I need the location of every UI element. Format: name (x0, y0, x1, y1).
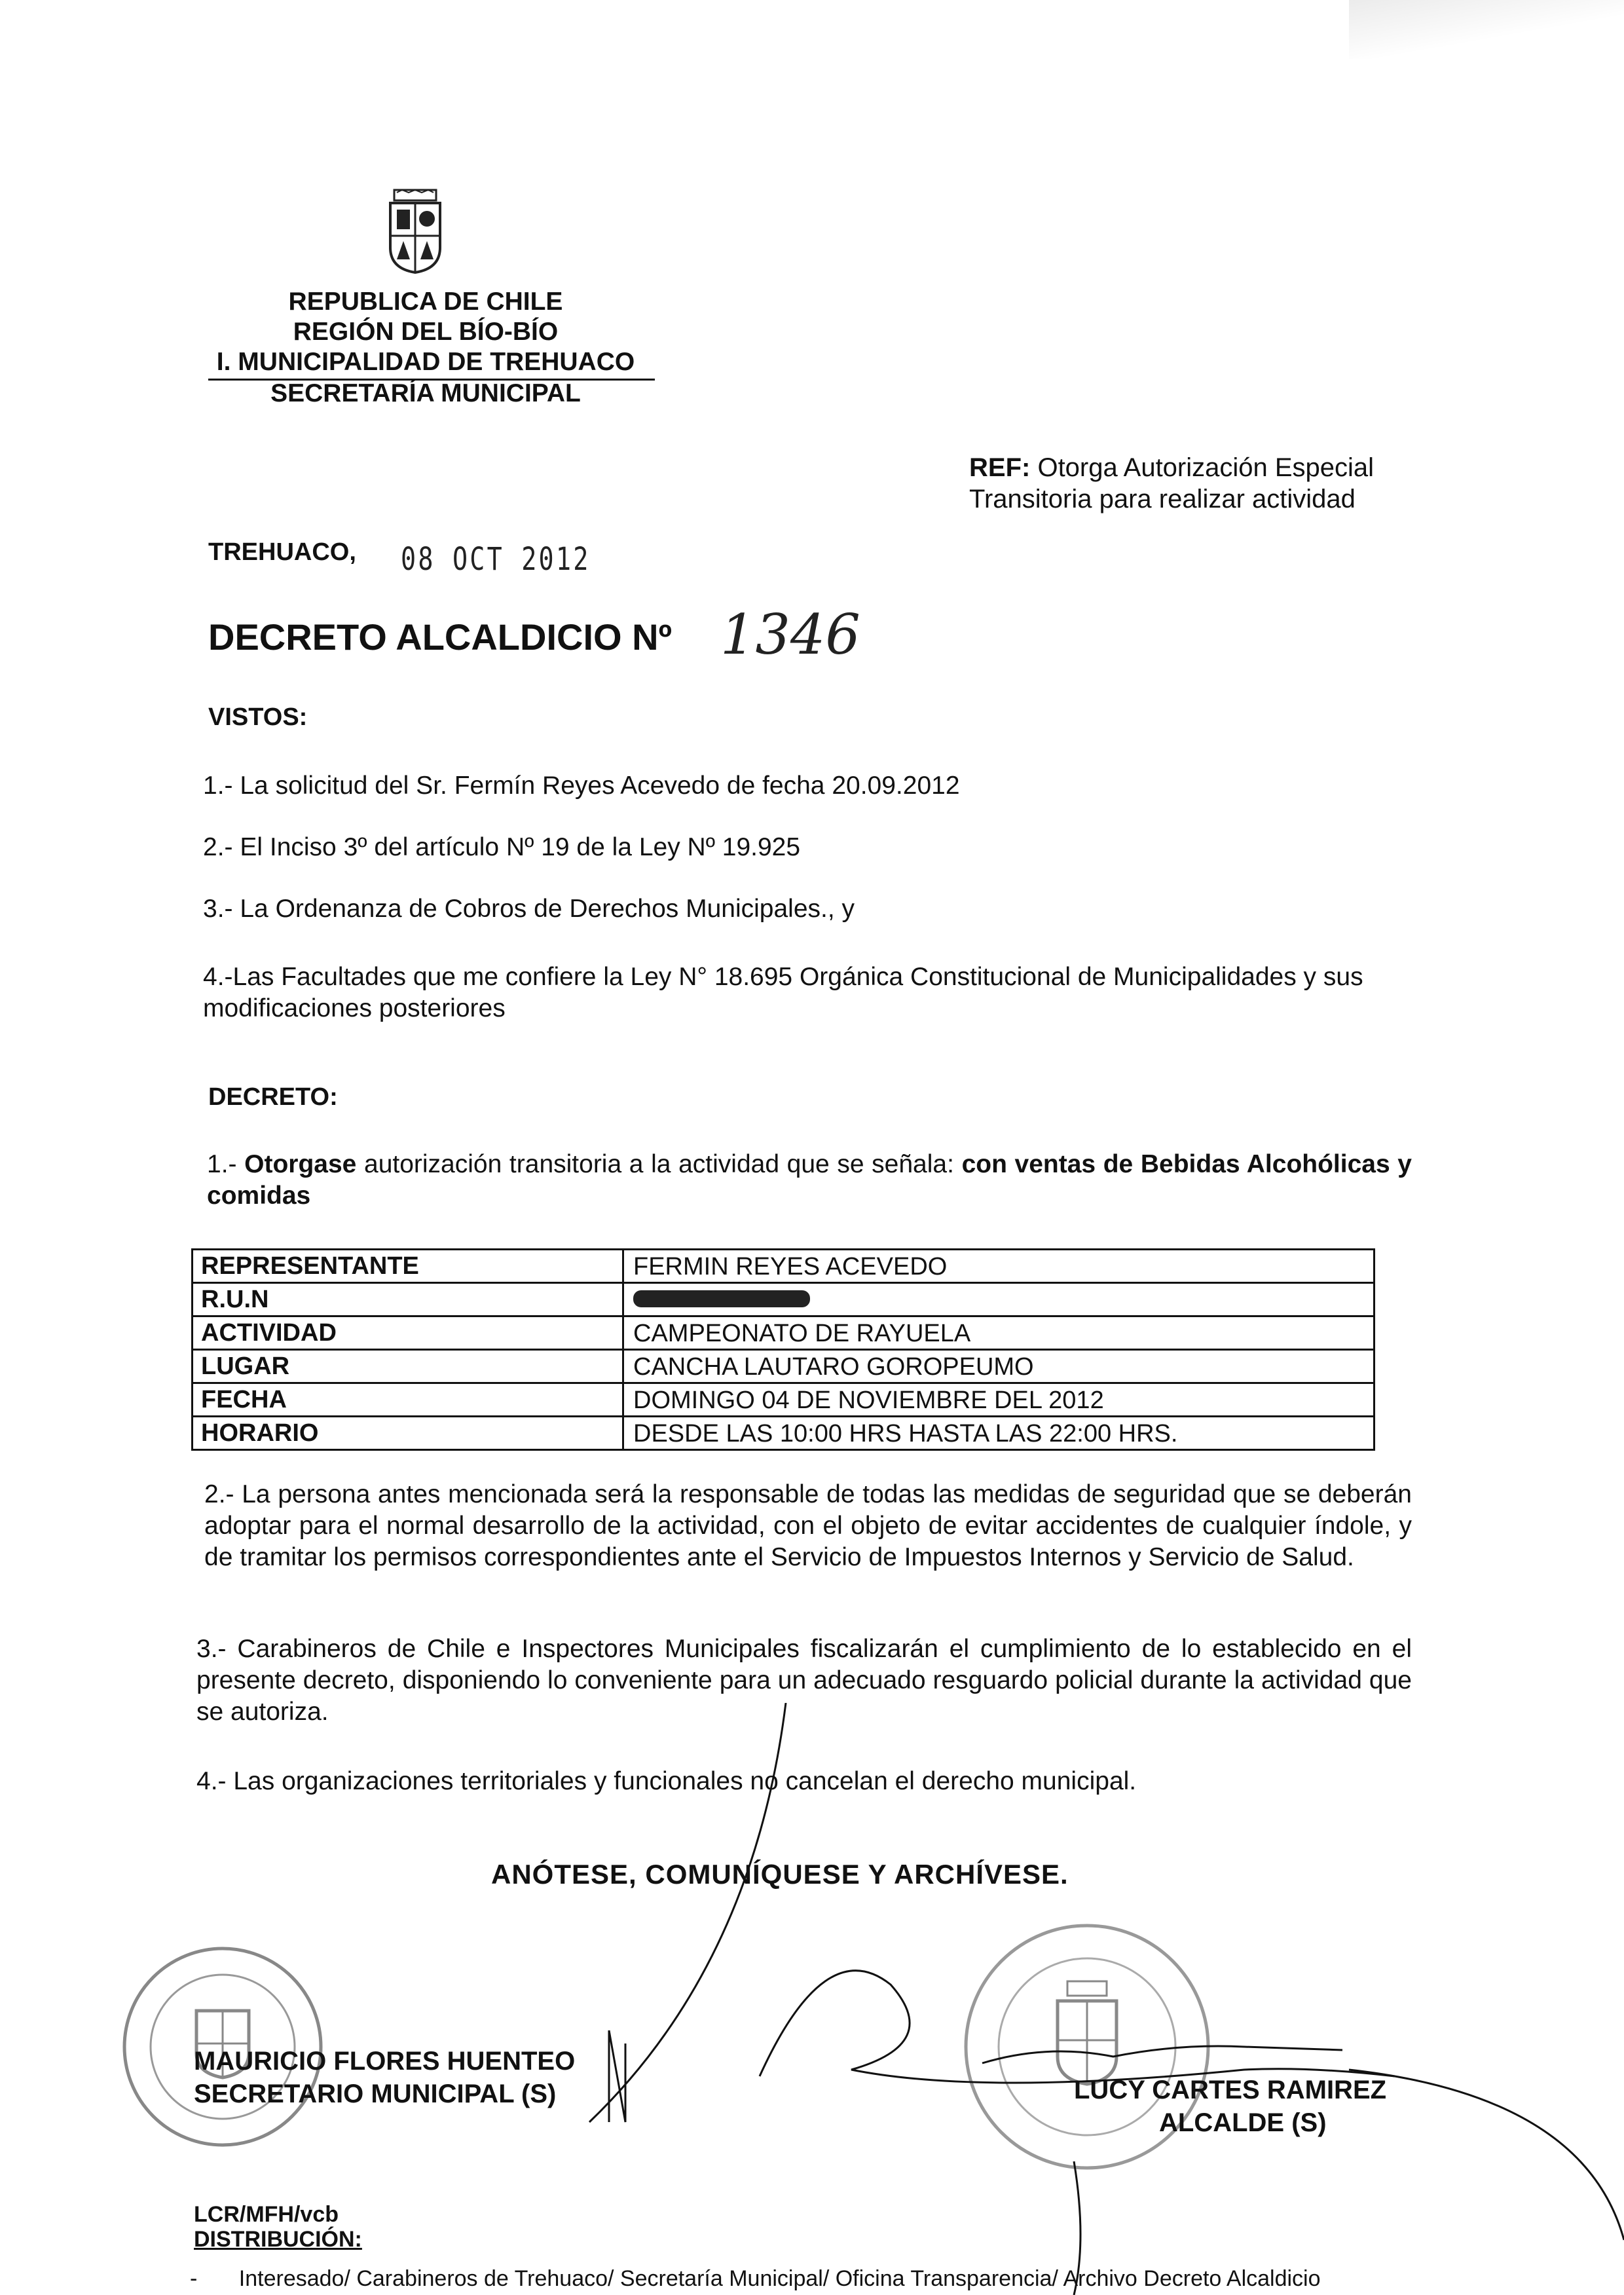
distribution-label: DISTRIBUCIÓN: (194, 2227, 362, 2252)
table-row (193, 1317, 1373, 1351)
scan-shadow (1349, 0, 1624, 59)
municipal-crest-icon (382, 189, 448, 274)
table-row (193, 1417, 1373, 1449)
distribution-text: Interesado/ Carabineros de Trehuaco/ Secretaría Municipal/ Oficina Transparencia/ Archivo Decreto Alcaldicio (238, 2266, 1321, 2291)
table-row (193, 1384, 1373, 1417)
redaction-mark (633, 1290, 810, 1307)
table-row (193, 1250, 1373, 1284)
header-region: REGIÓN DEL BÍO-BÍO (293, 318, 559, 346)
mayor-title: ALCALDE (S) (1159, 2108, 1327, 2137)
decree-title: DECRETO ALCALDICIO Nº (208, 616, 673, 658)
date-stamp: 08 OCT 2012 (401, 541, 591, 578)
visto-item: 1.- La solicitud del Sr. Fermín Reyes Acevedo de fecha 20.09.2012 (203, 772, 960, 800)
closing-formula: ANÓTESE, COMUNÍQUESE Y ARCHÍVESE. (491, 1859, 1069, 1890)
table-value: FERMIN REYES ACEVEDO (633, 1253, 948, 1280)
secretary-title: SECRETARIO MUNICIPAL (S) (194, 2080, 557, 2108)
place-label: TREHUACO, (208, 538, 356, 566)
decreto-article-3: 3.- Carabineros de Chile e Inspectores Municipales fiscalizarán el cumplimiento de lo establecido en el presente decreto, disponiendo lo conveniente para un adecuado resguardo policial durante la actividad que se autoriza. (196, 1635, 1412, 1726)
article-1-verb: Otorgase (244, 1150, 357, 1178)
table-key: FECHA (193, 1384, 624, 1415)
visto-item: 3.- La Ordenanza de Cobros de Derechos Municipales., y (203, 895, 855, 923)
signature-block-mayor (1074, 2074, 1401, 2139)
signature-block-secretary (194, 2045, 575, 2110)
mayor-name: LUCY CARTES RAMIREZ (1074, 2076, 1387, 2104)
header-department: SECRETARÍA MUNICIPAL (270, 379, 581, 407)
initials: LCR/MFH/vcb (194, 2202, 339, 2227)
reference-block (969, 452, 1374, 515)
decreto-heading: DECRETO: (208, 1083, 338, 1111)
table-value: DOMINGO 04 DE NOVIEMBRE DEL 2012 (633, 1387, 1104, 1414)
ref-line1: Otorga Autorización Especial (1037, 453, 1375, 482)
table-key: HORARIO (193, 1417, 624, 1449)
article-1-detail: con ventas de Bebidas Alcohólicas y comidas (207, 1150, 1412, 1210)
header-country: REPUBLICA DE CHILE (288, 288, 563, 316)
decreto-article-4: 4.- Las organizaciones territoriales y funcionales no cancelan el derecho municipal. (196, 1767, 1137, 1795)
article-1-text: autorización transitoria a la actividad que se señala: (356, 1150, 962, 1178)
secretary-name: MAURICIO FLORES HUENTEO (194, 2047, 576, 2076)
table-value: CAMPEONATO DE RAYUELA (633, 1320, 971, 1347)
table-key: REPRESENTANTE (193, 1250, 624, 1282)
ref-label: REF: (969, 453, 1031, 482)
table-value: DESDE LAS 10:00 HRS HASTA LAS 22:00 HRS. (633, 1420, 1178, 1447)
decree-number-handwritten: 1346 (720, 603, 860, 667)
table-key: ACTIVIDAD (193, 1317, 624, 1349)
table-key: R.U.N (193, 1284, 624, 1315)
distribution-list (190, 2266, 1321, 2292)
decreto-article-2: 2.- La persona antes mencionada será la responsable de todas las medidas de seguridad que se deberán adoptar para el normal desarrollo de la actividad, con el objeto de evitar accidentes de cualquier índole, y de tramitar los permisos correspondientes ante el Servicio de Impuestos Internos y Servicio de Salud. (204, 1480, 1412, 1571)
article-1-prefix: 1.- (207, 1150, 245, 1178)
distribution-bullet: - (190, 2266, 198, 2291)
table-key: LUGAR (193, 1351, 624, 1382)
table-row (193, 1351, 1373, 1384)
decreto-article-1 (207, 1149, 1412, 1212)
table-row (193, 1284, 1373, 1317)
header-municipality: I. MUNICIPALIDAD DE TREHUACO (216, 348, 635, 376)
visto-item: 2.- El Inciso 3º del artículo Nº 19 de la Ley Nº 19.925 (203, 833, 801, 861)
visto-item: 4.-Las Facultades que me confiere la Ley N° 18.695 Orgánica Constitucional de Municipalidades y sus modificaciones posteriores (203, 963, 1363, 1022)
table-value: CANCHA LAUTARO GOROPEUMO (633, 1353, 1034, 1381)
ref-line2: Transitoria para realizar actividad (969, 485, 1356, 513)
vistos-heading: VISTOS: (208, 703, 308, 731)
activity-table (191, 1248, 1375, 1451)
table-value-redacted (624, 1284, 1373, 1315)
